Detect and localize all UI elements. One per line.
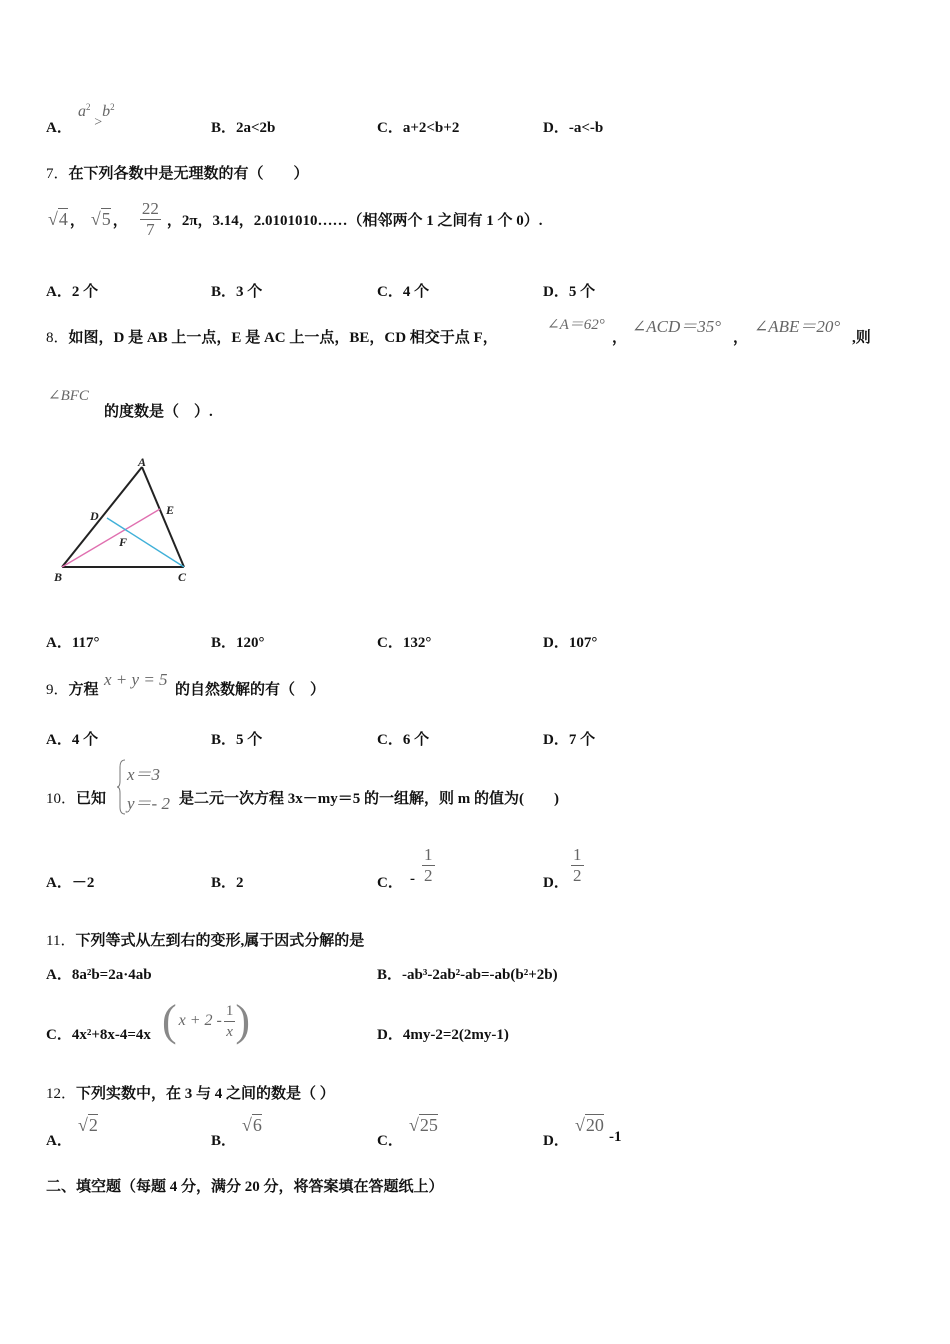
edge-ac bbox=[142, 467, 184, 567]
q8-triangle-figure bbox=[50, 452, 200, 587]
q10-number: 10． bbox=[46, 791, 77, 807]
q10-option-c-sign: - bbox=[410, 871, 415, 887]
q7-sqrt-4: √4 bbox=[48, 208, 68, 229]
q10-system-eq1: x＝3 bbox=[127, 765, 161, 784]
q10-system-eq2: y＝- 2 bbox=[127, 794, 170, 813]
q6-option-d: D．-a<-b bbox=[543, 120, 604, 136]
q12-text: 下列实数中，在 3 与 4 之间的数是（ ） bbox=[76, 1086, 335, 1102]
q8-option-a: A．117° bbox=[46, 635, 100, 651]
q9-stem bbox=[46, 678, 99, 699]
q8-stem bbox=[46, 326, 498, 347]
q11-paren-fraction: $\frac{1}{x}$ bbox=[225, 1002, 234, 1040]
q11-right-paren: ) bbox=[235, 996, 251, 1045]
q8-sep-2: ， bbox=[733, 330, 749, 346]
q7-sqrt-5: √5 bbox=[90, 208, 111, 229]
q8-option-c: C．132° bbox=[377, 635, 432, 651]
q10-option-d-label: D． bbox=[543, 875, 569, 891]
q12-option-d-label: D． bbox=[543, 1133, 569, 1149]
q6-a-exp-b: 2 bbox=[110, 102, 115, 112]
q7-option-b: B．3 个 bbox=[211, 284, 263, 300]
q7-stem bbox=[46, 162, 309, 183]
q12-option-b-sqrt: √6 bbox=[242, 1115, 262, 1135]
q8-option-b: B．120° bbox=[211, 635, 265, 651]
vertex-label-b: B bbox=[54, 570, 63, 584]
q12-number: 12． bbox=[46, 1086, 77, 1102]
q10-option-a: A．－2 bbox=[46, 875, 95, 891]
q8-option-d: D．107° bbox=[543, 635, 598, 651]
q7-option-c: C．4 个 bbox=[377, 284, 430, 300]
q11-option-b: B．-ab³-2ab²-ab=-ab(b²+2b) bbox=[377, 967, 558, 983]
q8-angle-bfc: ∠BFC bbox=[48, 388, 89, 404]
q8-angle-a: ∠A＝62° bbox=[547, 317, 605, 333]
q11-paren-inner: x + 2 - bbox=[178, 1012, 222, 1029]
q11-text: 下列等式从左到右的变形,属于因式分解的是 bbox=[75, 933, 365, 949]
q9-option-c: C．6 个 bbox=[377, 732, 430, 748]
q7-comma-1: ， bbox=[69, 212, 85, 229]
q12-stem bbox=[46, 1082, 335, 1103]
q10-pre: 已知 bbox=[76, 791, 107, 807]
q9-option-b: B．5 个 bbox=[211, 732, 263, 748]
q11-option-c-paren-expr bbox=[162, 996, 250, 1046]
q7-comma-2: ， bbox=[112, 212, 128, 229]
q8-sep-1: ， bbox=[612, 330, 628, 346]
q6-a-gt: > bbox=[94, 115, 103, 130]
q6-a-var-b: b bbox=[102, 103, 111, 120]
q12-option-c-sqrt: √25 bbox=[409, 1115, 438, 1135]
q6-option-a-label: A． bbox=[46, 120, 72, 136]
q6-option-a-expression bbox=[78, 102, 115, 130]
point-label-f: F bbox=[119, 535, 128, 549]
q12-option-d-tail: -1 bbox=[609, 1129, 622, 1145]
q10-stem bbox=[46, 787, 106, 808]
q11-left-paren: ( bbox=[162, 996, 177, 1045]
q10-brace-icon bbox=[116, 759, 126, 815]
q10-option-b: B．2 bbox=[211, 875, 244, 891]
q8-number: 8． bbox=[46, 330, 69, 346]
q12-option-b-label: B． bbox=[211, 1133, 237, 1149]
q8-tail: ,则 bbox=[852, 330, 871, 346]
q9-option-d: D．7 个 bbox=[543, 732, 596, 748]
q11-option-d: D．4my-2=2(2my-1) bbox=[377, 1027, 509, 1043]
q9-post: 的自然数解的有（ ） bbox=[175, 682, 326, 698]
q7-fraction: $\frac{22}{7}$ bbox=[141, 198, 159, 239]
point-label-e: E bbox=[166, 503, 175, 517]
q7-option-d: D．5 个 bbox=[543, 284, 596, 300]
q12-option-a-sqrt: √2 bbox=[78, 1115, 98, 1135]
q6-option-b: B．2a<2b bbox=[211, 120, 276, 136]
q7-numbers-line bbox=[48, 194, 543, 244]
q9-number: 9． bbox=[46, 682, 69, 698]
q11-stem bbox=[46, 929, 364, 950]
q9-pre: 方程 bbox=[68, 682, 99, 698]
q9-equation: x + y = 5 bbox=[104, 670, 168, 689]
q7-number: 7． bbox=[46, 166, 69, 182]
q8-line2: 的度数是（ ）. bbox=[104, 404, 213, 420]
q12-option-c-label: C． bbox=[377, 1133, 403, 1149]
q11-number: 11． bbox=[46, 933, 76, 949]
q11-option-c-label: C．4x²+8x-4=4x bbox=[46, 1027, 151, 1043]
q6-option-c: C．a+2<b+2 bbox=[377, 120, 460, 136]
q7-text: 在下列各数中是无理数的有（ ） bbox=[68, 166, 309, 182]
q10-option-d-fraction: $\frac{1}{2}$ bbox=[573, 845, 582, 885]
q11-option-a: A．8a²b=2a·4ab bbox=[46, 967, 152, 983]
q8-text: 如图，D 是 AB 上一点，E 是 AC 上一点，BE，CD 相交于点 F， bbox=[68, 330, 498, 346]
q6-a-var-a: a bbox=[78, 103, 86, 120]
q6-a-exp-a: 2 bbox=[86, 102, 91, 112]
q9-option-a: A．4 个 bbox=[46, 732, 99, 748]
vertex-label-c: C bbox=[178, 570, 187, 584]
q12-option-a-label: A． bbox=[46, 1133, 72, 1149]
point-label-d: D bbox=[90, 509, 99, 523]
edge-ab bbox=[62, 467, 142, 567]
section-2-title: 二、填空题（每题 4 分，满分 20 分，将答案填在答题纸上） bbox=[46, 1179, 444, 1195]
q10-post: 是二元一次方程 3x－my＝5 的一组解，则 m 的值为( ) bbox=[179, 791, 559, 807]
q8-angle-abe: ∠ABE＝20° bbox=[754, 317, 841, 336]
vertex-label-a: A bbox=[138, 455, 147, 469]
q10-option-c-label: C． bbox=[377, 875, 403, 891]
q10-option-c-fraction: $\frac{1}{2}$ bbox=[424, 845, 433, 885]
q7-rest: ，2π，3.14，2.0101010……（相邻两个 1 之间有 1 个 0）. bbox=[166, 212, 543, 229]
q8-angle-acd: ∠ACD＝35° bbox=[632, 317, 722, 336]
segment-be bbox=[62, 509, 160, 567]
q12-option-d-sqrt: √20 bbox=[575, 1115, 604, 1135]
q7-option-a: A．2 个 bbox=[46, 284, 99, 300]
